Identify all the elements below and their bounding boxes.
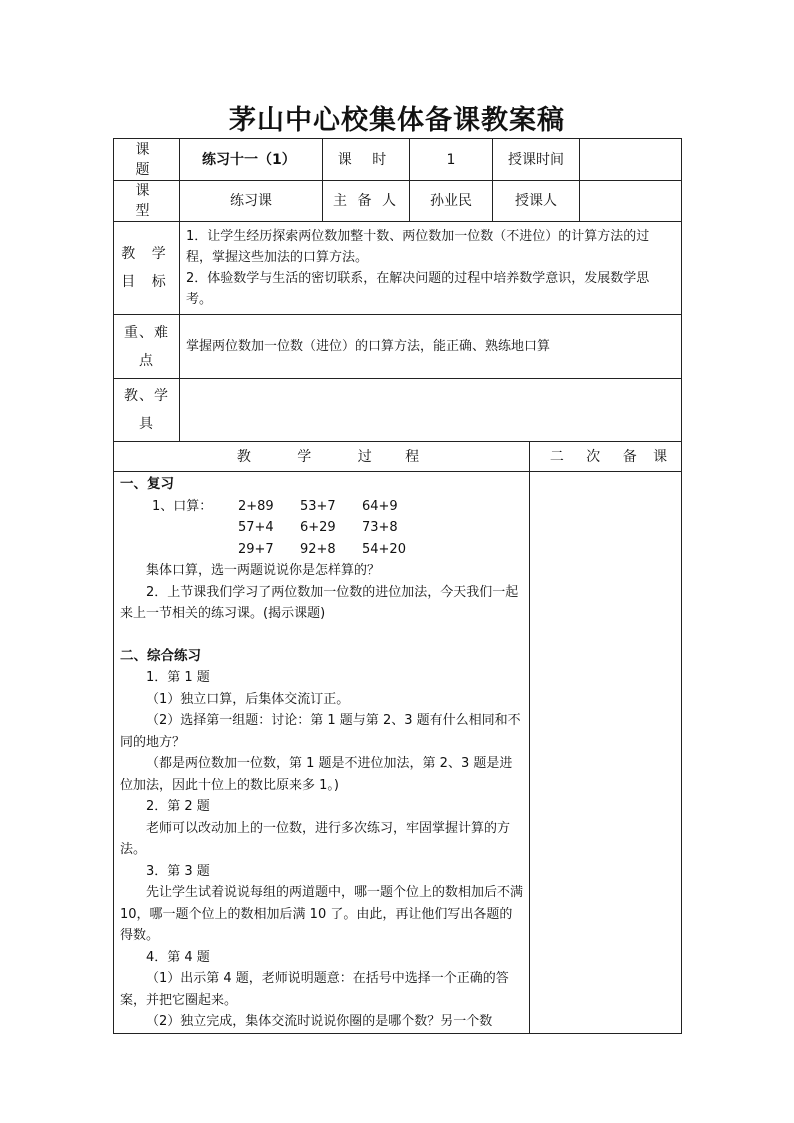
goal-item: 1．让学生经历探索两位数加整十数、两位数加一位数（不进位）的计算方法的过程，掌握这些加法的口算方法。 (186, 229, 650, 265)
goal-item: 2．体验数学与生活的密切联系，在解决问题的过程中培养数学意识，发展数学思考。 (186, 271, 650, 307)
paragraph: 4．第 4 题 (146, 949, 210, 965)
table-row (114, 315, 682, 379)
revision-header (530, 442, 682, 472)
calc-row (120, 539, 523, 561)
paragraph: 2．上节课我们学习了两位数加一位数的进位加法，今天我们一起来上一节相关的练习课。(揭示课题) (120, 584, 519, 621)
teacher-value (580, 181, 682, 222)
table-row (114, 139, 682, 181)
key-label-line: 重、难 (124, 324, 169, 341)
paragraph: 集体口算，选一两题说说你是怎样算的？ (146, 563, 381, 578)
topic-label: 课 题 (114, 139, 180, 181)
section-practice-title: 二、综合练习 (120, 647, 201, 664)
paragraph: （2）选择第一组题：讨论：第 1 题与第 2、3 题有什么相同和不同的地方？ (120, 713, 521, 750)
paragraph: （1）独立口算，后集体交流订正。 (146, 691, 350, 707)
period-label: 课 时 (323, 139, 410, 181)
key-points-label (114, 315, 180, 379)
calc-item: 64+9 (362, 498, 398, 514)
process-header (114, 442, 530, 472)
calc-item: 57+4 (238, 520, 274, 535)
planner-label: 主 备 人 (323, 181, 410, 222)
type-label: 课 型 (114, 181, 180, 222)
type-value: 练习课 (180, 181, 323, 222)
table-row (114, 442, 682, 472)
revision-header-char: 备 (622, 448, 637, 465)
goals-label-line: 教 学 (121, 246, 172, 262)
calc-row (120, 517, 523, 539)
calc-item: 92+8 (300, 541, 336, 557)
paragraph: 3．第 3 题 (146, 863, 210, 879)
calc-item: 2+89 (238, 498, 274, 514)
calc-row (120, 496, 523, 518)
table-row (114, 222, 682, 315)
paragraph: 1．第 1 题 (146, 670, 210, 685)
process-content (114, 472, 530, 1034)
tools-label-line: 教、学 (124, 388, 169, 404)
lesson-plan-table (113, 138, 682, 1034)
key-label-line: 点 (139, 352, 154, 369)
goals-label-line: 目 标 (121, 274, 172, 290)
calc-item: 53+7 (300, 498, 336, 514)
planner-value: 孙业民 (410, 181, 493, 222)
key-points-value: 掌握两位数加一位数（进位）的口算方法，能正确、熟练地口算 (180, 315, 682, 379)
revision-header-char: 课 (653, 448, 668, 465)
revision-notes-cell (530, 472, 682, 1034)
goals-label (114, 222, 180, 315)
paragraph: 先让学生试着说说每组的两道题中，哪一题个位上的数相加后不满 10，哪一题个位上的数相加后满 10 了。由此，再让他们写出各题的得数。 (120, 885, 524, 943)
table-row (114, 379, 682, 442)
tools-value (180, 379, 682, 442)
period-value: 1 (410, 139, 493, 181)
spacer (120, 625, 523, 646)
paragraph: （2）独立完成，集体交流时说说你圈的是哪个数？另一个数 (146, 1014, 493, 1029)
calc-lead: 1、口算： (152, 498, 213, 514)
section-review-title: 一、复习 (120, 476, 174, 492)
tools-label (114, 379, 180, 442)
paragraph: （都是两位数加一位数，第 1 题是不进位加法，第 2、3 题是进位加法，因此十位上的数比原来多 1。) (120, 756, 513, 793)
teacher-label: 授课人 (493, 181, 580, 222)
paragraph: 老师可以改动加上的一位数，进行多次练习，牢固掌握计算的方法。 (120, 820, 511, 857)
process-header-char: 过 (357, 448, 372, 465)
process-header-char: 教 (236, 448, 251, 465)
goals-content (180, 222, 682, 315)
calc-item: 73+8 (362, 520, 398, 535)
document-title: 茅山中心校集体备课教案稿 (229, 105, 565, 136)
paragraph: （1）出示第 4 题，老师说明题意：在括号中选择一个正确的答案，并把它圈起来。 (120, 971, 509, 1008)
tools-label-line: 具 (139, 416, 154, 432)
calc-item: 29+7 (238, 541, 274, 557)
table-row (114, 472, 682, 1034)
paragraph: 2．第 2 题 (146, 799, 210, 814)
revision-header-char: 二 (549, 448, 564, 465)
teach-time-label: 授课时间 (493, 139, 580, 181)
process-header-char: 程 (405, 448, 420, 465)
teach-time-value (580, 139, 682, 181)
revision-header-char: 次 (586, 448, 601, 465)
topic-value: 练习十一（1） (180, 139, 323, 181)
calc-item: 54+20 (362, 541, 406, 557)
process-header-char: 学 (297, 448, 312, 465)
calc-item: 6+29 (300, 520, 336, 535)
table-row (114, 181, 682, 222)
